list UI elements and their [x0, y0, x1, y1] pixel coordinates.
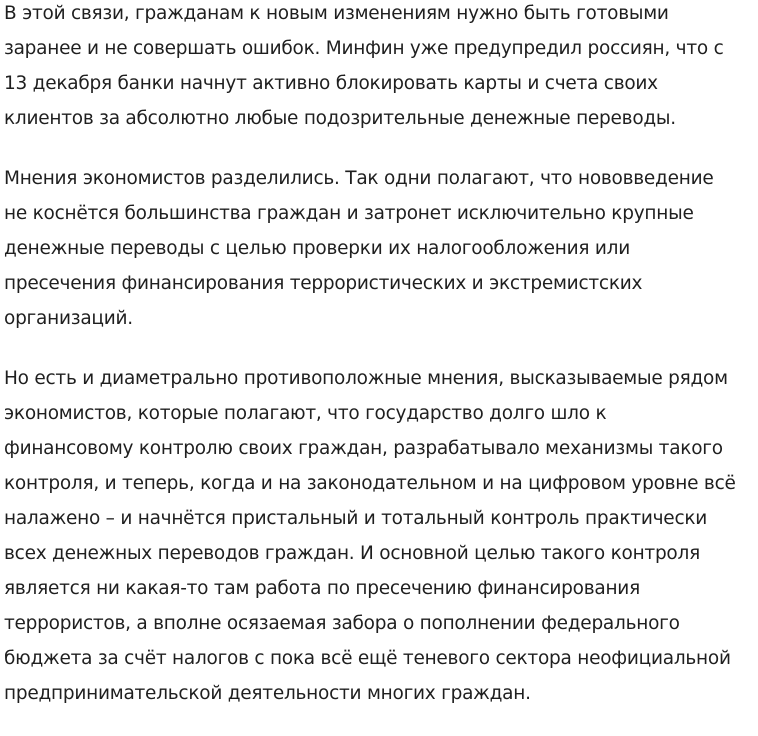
paragraph-line: 13 декабря банки начнут активно блокировать карты и счета своих: [4, 73, 658, 94]
paragraph-line: организаций.: [4, 308, 133, 329]
paragraph-line: заранее и не совершать ошибок. Минфин уже предупредил россиян, что с: [4, 38, 724, 59]
paragraph-1: [4, 0, 756, 136]
paragraph-line: денежные переводы с целью проверки их налогообложения или: [4, 238, 630, 259]
article-body: [4, 0, 756, 736]
paragraph-line: Но есть и диаметрально противоположные мнения, высказываемые рядом: [4, 368, 728, 389]
paragraph-line: клиентов за абсолютно любые подозрительные денежные переводы.: [4, 108, 676, 129]
paragraph-line: финансовому контролю своих граждан, разрабатывало механизмы такого: [4, 438, 723, 459]
paragraph-line: Мнения экономистов разделились. Так одни полагают, что нововведение: [4, 168, 714, 189]
paragraph-line: В этой связи, гражданам к новым изменениям нужно быть готовыми: [4, 3, 669, 24]
paragraph-line: не коснётся большинства граждан и затронет исключительно крупные: [4, 203, 694, 224]
paragraph-line: экономистов, которые полагают, что государство долго шло к: [4, 403, 607, 424]
paragraph-line: контроля, и теперь, когда и на законодательном и на цифровом уровне всё: [4, 473, 736, 494]
paragraph-line: террористов, а вполне осязаемая забора о пополнении федерального: [4, 613, 680, 634]
paragraph-line: предпринимательской деятельности многих граждан.: [4, 683, 531, 704]
paragraph-2: [4, 161, 756, 336]
paragraph-line: пресечения финансирования террористических и экстремистских: [4, 273, 643, 294]
paragraph-3: [4, 361, 756, 711]
paragraph-line: налажено – и начнётся пристальный и тотальный контроль практически: [4, 508, 708, 529]
paragraph-line: бюджета за счёт налогов с пока всё ещё теневого сектора неофициальной: [4, 648, 731, 669]
paragraph-line: всех денежных переводов граждан. И основной целью такого контроля: [4, 543, 700, 564]
paragraph-line: является ни какая-то там работа по пресечению финансирования: [4, 578, 640, 599]
